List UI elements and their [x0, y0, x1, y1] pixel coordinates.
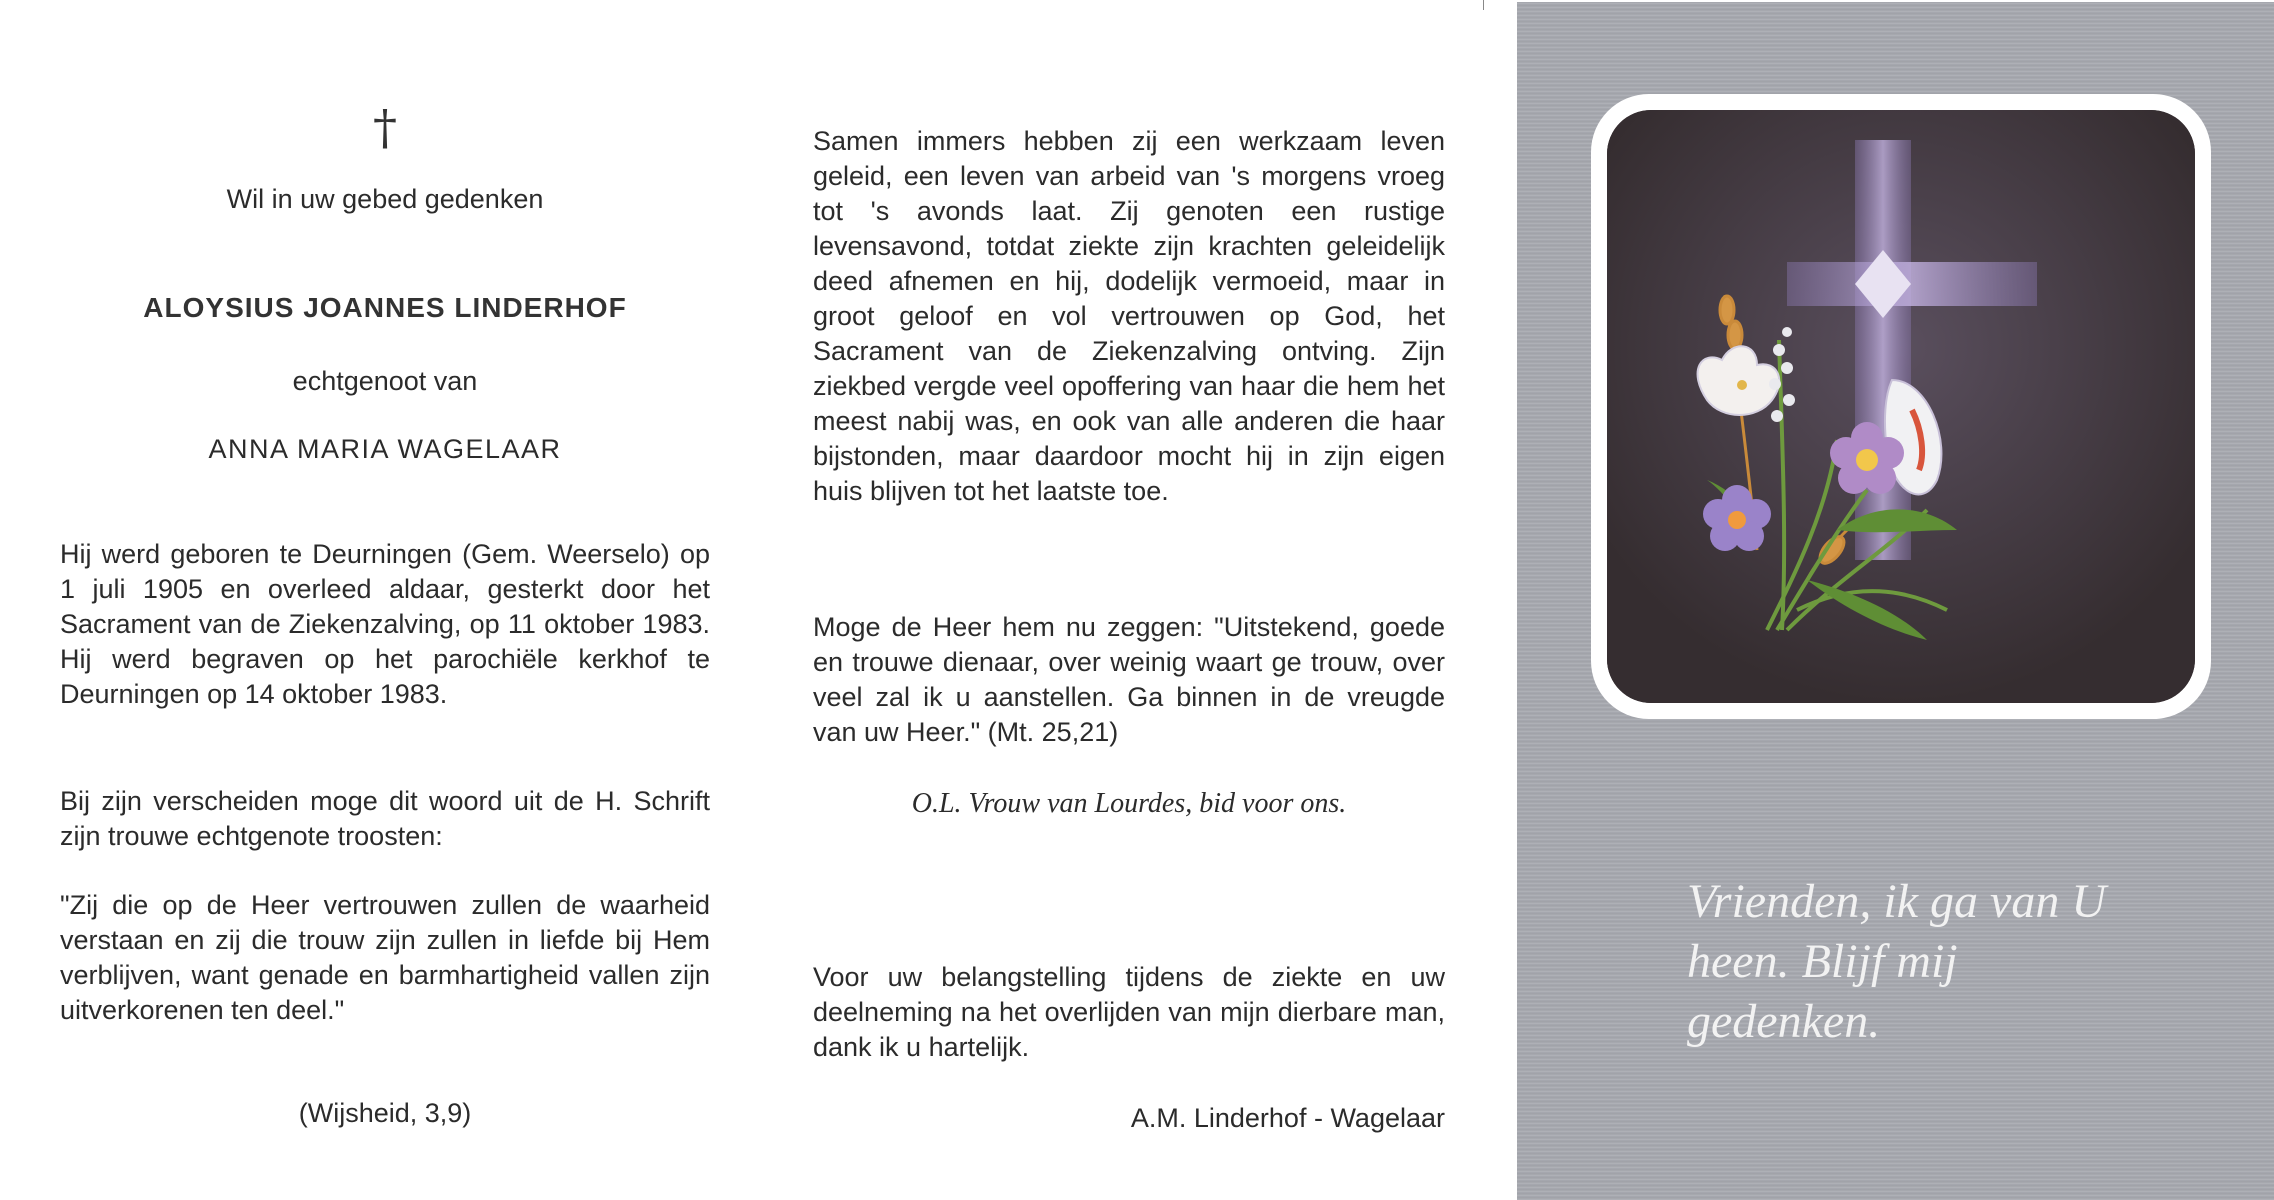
- deceased-name: ALOYSIUS JOANNES LINDERHOF: [143, 292, 627, 323]
- cross-and-flowers-picture: [1607, 110, 2195, 703]
- card-front: [1517, 2, 2274, 1200]
- biography-paragraph: Hij werd geboren te Deurningen (Gem. Weerselo) op 1 juli 1905 en overleed aldaar, gesterkt door het Sacrament van de Ziekenzalving, op 11 oktober 1983. Hij werd begraven op het parochiële kerkhof te Deurningen op 14 oktober 1983.: [60, 539, 710, 709]
- consolation-paragraph: Bij zijn verscheiden moge dit woord uit de H. Schrift zijn trouwe echtgenote troosten:: [60, 786, 710, 851]
- quote-reference: (Wijsheid, 3,9): [298, 1098, 472, 1128]
- signature: A.M. Linderhof - Wagelaar: [1130, 1103, 1445, 1133]
- scripture-quote: "Zij die op de Heer vertrouwen zullen de waarheid verstaan en zij die trouw zijn zullen in liefde bij Hem verblijven, want genade en barmhartigheid vallen zijn uitverkorenen ten deel.": [60, 890, 710, 1025]
- prayer-line: O.L. Vrouw van Lourdes, bid voor ons.: [911, 788, 1347, 819]
- intro-text: Wil in uw gebed gedenken: [226, 184, 544, 214]
- thanks-paragraph: Voor uw belangstelling tijdens de ziekte en uw deelneming na het overlijden van mijn dierbare man, dank ik u hartelijk.: [813, 962, 1445, 1062]
- fold-mark: [1483, 0, 1484, 10]
- blessing-paragraph: Moge de Heer hem nu zeggen: "Uitstekend, goede en trouwe dienaar, over weinig waart ge trouw, over veel zal ik u aanstellen. Ga binnen in de vreugde van uw Heer." (Mt. 25,21): [813, 612, 1445, 747]
- picture-frame: [1591, 94, 2211, 719]
- cross-flowers-illustration: [1607, 110, 2195, 703]
- spouse-of-label: echtgenoot van: [292, 366, 478, 396]
- card-caption: Vrienden, ik ga van U heen. Blijf mij gedenken.: [1687, 875, 2106, 1048]
- cross-symbol: †: [373, 100, 397, 156]
- spouse-name: ANNA MARIA WAGELAAR: [208, 434, 562, 464]
- life-paragraph: Samen immers hebben zij een werkzaam leven geleid, een leven van arbeid van 's morgens vroeg tot 's avonds laat. Zij genoten een rustige levensavond, totdat ziekte zijn krachten geleidelijk deed afnemen en hij, dodelijk vermoeid, maar in groot geloof en vol vertrouwen op God, het Sacrament van de Ziekenzalving ontving. Zijn ziekbed vergde veel opoffering van haar die hem het meest nabij was, en ook van alle anderen die haar bijstonden, maar daardoor mocht hij in zijn eigen huis blijven tot het laatste toe.: [813, 126, 1445, 506]
